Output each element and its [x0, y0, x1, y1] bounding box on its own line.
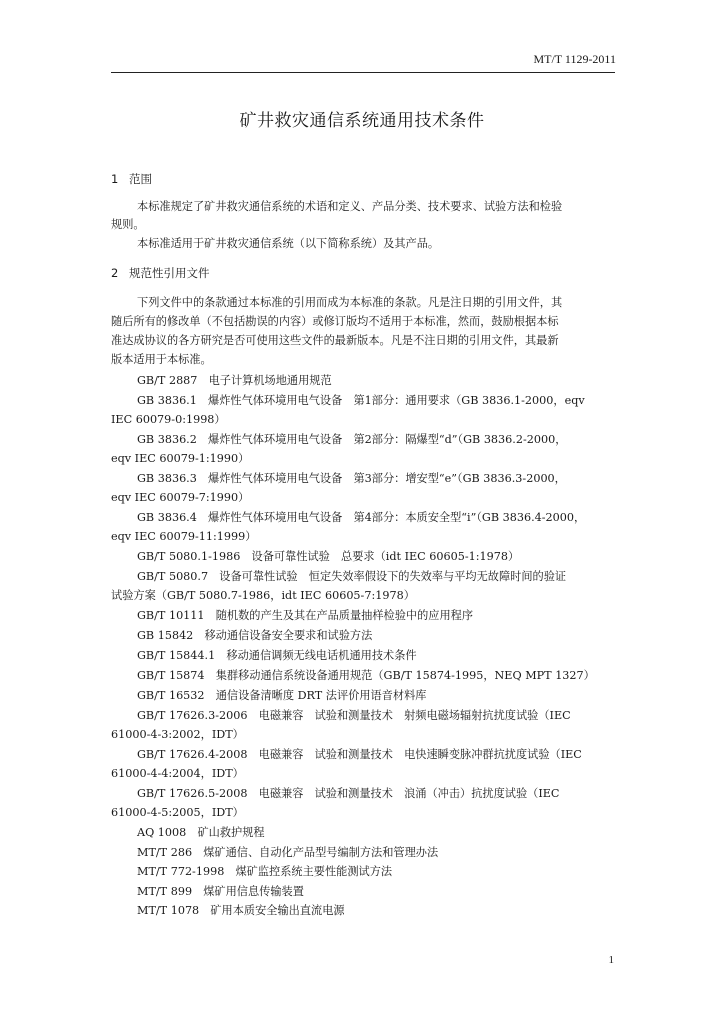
- reference-item: GB/T 16532 通信设备清晰度 DRT 法评价用语音材料库: [137, 689, 427, 702]
- section-2-paragraph-line: 准达成协议的各方研究是否可使用这些文件的最新版本。凡是不注日期的引用文件，其最新: [111, 334, 559, 347]
- reference-item: MT/T 899 煤矿用信息传输装置: [137, 885, 304, 898]
- reference-item-continued: IEC 60079-0:1998）: [111, 413, 226, 426]
- section-1-number: 1: [111, 172, 119, 186]
- reference-item: GB/T 15844.1 移动通信调频无线电话机通用技术条件: [137, 649, 417, 662]
- section-2-paragraph-line: 下列文件中的条款通过本标准的引用而成为本标准的条款。凡是注日期的引用文件，其: [137, 296, 563, 309]
- section-1-heading: [111, 171, 152, 187]
- section-2-number: 2: [111, 266, 119, 280]
- reference-item-continued: 61000-4-5:2005，IDT）: [111, 806, 244, 819]
- reference-item: MT/T 772-1998 煤矿监控系统主要性能测试方法: [137, 865, 393, 878]
- section-2-paragraph-line: 随后所有的修改单（不包括勘误的内容）或修订版均不适用于本标准，然而，鼓励根据本标: [111, 315, 559, 328]
- section-2-paragraph-line: 版本适用于本标准。: [111, 353, 212, 366]
- section-1-paragraph-line: 本标准适用于矿井救灾通信系统（以下简称系统）及其产品。: [137, 237, 440, 250]
- reference-item: GB/T 2887 电子计算机场地通用规范: [137, 374, 332, 387]
- reference-item: GB 15842 移动通信设备安全要求和试验方法: [137, 629, 373, 642]
- section-2-title: 规范性引用文件: [129, 266, 210, 280]
- reference-item: GB/T 17626.4-2008 电磁兼容 试验和测量技术 电快速瞬变脉冲群抗扰度试验（IEC: [137, 748, 582, 761]
- reference-item: GB 3836.3 爆炸性气体环境用电气设备 第3部分：增安型“e”（GB 3836.3-2000，: [137, 472, 566, 485]
- section-1-paragraph-line: 本标准规定了矿井救灾通信系统的术语和定义、产品分类、技术要求、试验方法和检验: [137, 200, 563, 213]
- reference-item: GB/T 10111 随机数的产生及其在产品质量抽样检验中的应用程序: [137, 609, 474, 622]
- section-1-title: 范围: [129, 172, 152, 186]
- reference-item-continued: 61000-4-3:2002，IDT）: [111, 728, 244, 741]
- reference-item: GB 3836.2 爆炸性气体环境用电气设备 第2部分：隔爆型“d”（GB 3836.2-2000，: [137, 433, 567, 446]
- reference-item-continued: 61000-4-4:2004，IDT）: [111, 767, 244, 780]
- standard-code: MT/T 1129-2011: [533, 52, 616, 66]
- section-2-heading: [111, 265, 210, 281]
- page-number: 1: [608, 954, 614, 966]
- reference-item-continued: 试验方案（GB/T 5080.7-1986，idt IEC 60605-7:1978）: [111, 589, 415, 602]
- section-1-paragraph-line: 规则。: [111, 218, 145, 231]
- reference-item-continued: eqv IEC 60079-7:1990）: [111, 491, 250, 504]
- reference-item-continued: eqv IEC 60079-1:1990）: [111, 452, 250, 465]
- reference-item: GB 3836.4 爆炸性气体环境用电气设备 第4部分：本质安全型“i”（GB 3836.4-2000，: [137, 511, 586, 524]
- reference-item: GB/T 15874 集群移动通信系统设备通用规范（GB/T 15874-1995，NEQ MPT 1327）: [137, 669, 595, 682]
- reference-item: GB/T 5080.1-1986 设备可靠性试验 总要求（idt IEC 60605-1:1978）: [137, 550, 520, 563]
- reference-item: GB/T 17626.3-2006 电磁兼容 试验和测量技术 射频电磁场辐射抗扰度试验（IEC: [137, 709, 571, 722]
- reference-item: MT/T 1078 矿用本质安全输出直流电源: [137, 904, 345, 917]
- reference-item: AQ 1008 矿山救护规程: [137, 826, 265, 839]
- reference-item: GB/T 17626.5-2008 电磁兼容 试验和测量技术 浪涌（冲击）抗扰度试验（IEC: [137, 787, 560, 800]
- document-title: 矿井救灾通信系统通用技术条件: [239, 111, 485, 131]
- reference-item: GB/T 5080.7 设备可靠性试验 恒定失效率假设下的失效率与平均无故障时间的验证: [137, 570, 567, 583]
- reference-item: MT/T 286 煤矿通信、自动化产品型号编制方法和管理办法: [137, 846, 439, 859]
- header-rule: [111, 72, 615, 73]
- reference-item-continued: eqv IEC 60079-11:1999）: [111, 530, 257, 543]
- reference-item: GB 3836.1 爆炸性气体环境用电气设备 第1部分：通用要求（GB 3836.1-2000，eqv: [137, 394, 585, 407]
